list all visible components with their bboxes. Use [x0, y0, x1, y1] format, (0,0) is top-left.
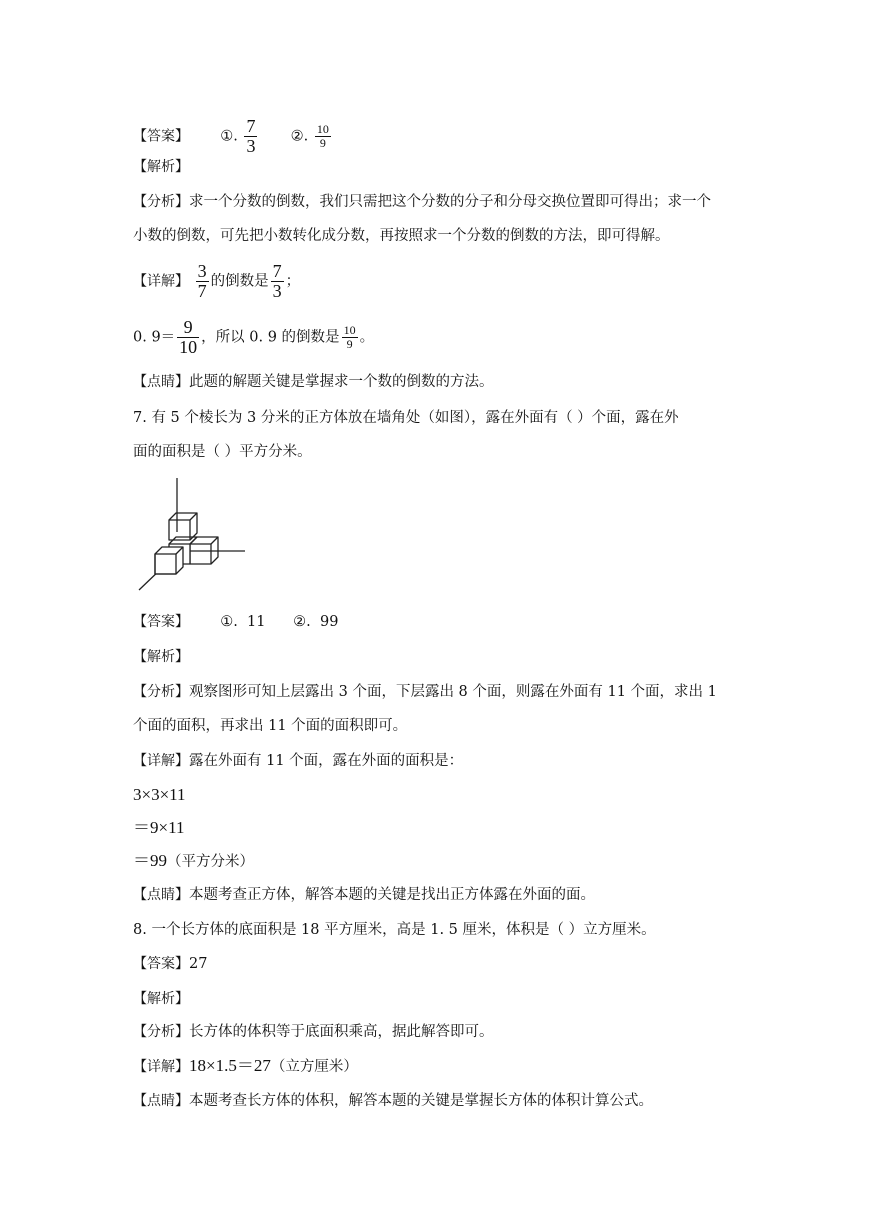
answer-fraction-2	[315, 123, 331, 149]
q7-fenxi-line-1	[133, 682, 717, 702]
q7-answer-line	[133, 612, 338, 632]
q8-analysis-heading: 【解析】	[133, 991, 189, 1007]
fraction-denominator: 9	[319, 135, 326, 150]
fraction-numerator: 7	[272, 261, 282, 281]
decimal-expression: 0. 9＝	[133, 329, 176, 346]
calc-step-1: 3×3×11	[133, 785, 186, 804]
xiangjie-tag: 【详解】	[133, 753, 189, 769]
fenxi-tag: 【分析】	[133, 684, 189, 700]
fraction-denominator: 10	[179, 336, 198, 357]
q7-xiangjie-line	[133, 751, 463, 771]
xiangjie-unit: （立方厘米）	[270, 1059, 358, 1075]
fraction-numerator: 10	[316, 122, 329, 137]
calc-result: ＝99	[133, 851, 167, 870]
q8-answer-line	[133, 954, 207, 974]
dianjing-text: 此题的解题关键是掌握求一个数的倒数的方法。	[189, 374, 494, 390]
xiangjie-tag: 【详解】	[133, 1059, 189, 1075]
q6-analysis-heading: 【解析】	[133, 159, 189, 175]
dianjing-tag: 【点睛】	[133, 1093, 189, 1109]
fenxi-tag: 【分析】	[133, 194, 189, 210]
q6-fenxi-line-2: 小数的倒数，可先把小数转化成分数，再按照求一个分数的倒数的方法，即可得解。	[133, 228, 670, 244]
dianjing-text: 本题考查正方体，解答本题的关键是找出正方体露在外面的面。	[189, 887, 595, 903]
q8-question-line: 8. 一个长方体的底面积是 18 平方厘米，高是 1. 5 厘米，体积是（ ）立方厘米。	[133, 922, 656, 938]
dianjing-tag: 【点睛】	[133, 374, 189, 390]
period: 。	[359, 329, 375, 346]
fenxi-tag: 【分析】	[133, 1024, 189, 1040]
semicolon: ；	[285, 273, 301, 290]
q6-xiangjie-line-1	[133, 262, 300, 301]
dianjing-text: 本题考查长方体的体积，解答本题的关键是掌握长方体的体积计算公式。	[189, 1093, 653, 1109]
calc-step-3	[133, 851, 254, 872]
fraction-numerator: 9	[177, 318, 199, 338]
fraction-numerator: 10	[343, 323, 356, 338]
calc-step-2: ＝9×11	[133, 818, 185, 837]
fenxi-text: 长方体的体积等于底面积乘高，据此解答即可。	[189, 1024, 494, 1040]
q7-question-line-2: 面的面积是（ ）平方分米。	[133, 444, 312, 460]
answer-marker-2: ②.	[290, 128, 309, 145]
fraction-3-7	[196, 262, 209, 301]
fraction-denominator: 7	[197, 280, 207, 301]
answer-value: 27	[189, 956, 208, 972]
q8-fenxi-line	[133, 1022, 494, 1042]
calc-unit: （平方分米）	[167, 854, 254, 870]
q6-fenxi-line-1	[133, 192, 711, 212]
answer-values: ①. 11 ②. 99	[220, 614, 339, 630]
q8-xiangjie-line	[133, 1056, 358, 1077]
q7-fenxi-line-2: 个面的面积，再求出 11 个面的面积即可。	[133, 718, 408, 734]
xiangjie-text: 露在外面有 11 个面，露在外面的面积是：	[189, 753, 464, 769]
xiangjie-tag: 【详解】	[133, 273, 189, 290]
fraction-9-10	[177, 318, 199, 357]
xiangjie-text-2: ，所以 0. 9 的倒数是	[201, 329, 340, 346]
fraction-10-9	[342, 324, 358, 350]
q6-dianjing-line	[133, 372, 494, 392]
xiangjie-text: 的倒数是	[210, 273, 269, 290]
cube-corner-figure	[133, 475, 253, 597]
fraction-7-3	[271, 262, 284, 301]
front-cube	[155, 547, 183, 574]
fraction-denominator: 3	[272, 280, 282, 301]
answer-fraction-1	[244, 117, 257, 156]
answer-marker-1: ①.	[220, 128, 238, 145]
xiangjie-calc: 18×1.5＝27	[189, 1056, 271, 1075]
answer-tag: 【答案】	[133, 956, 189, 972]
q6-answer-line	[133, 117, 333, 156]
answer-tag: 【答案】	[133, 128, 189, 145]
q6-xiangjie-line-2	[133, 318, 374, 357]
fraction-denominator: 3	[246, 135, 256, 156]
fenxi-text: 求一个分数的倒数，我们只需把这个分数的分子和分母交换位置即可得出；求一个	[189, 194, 711, 210]
q8-dianjing-line	[133, 1091, 653, 1111]
fraction-numerator: 7	[246, 116, 256, 136]
top-cube	[169, 513, 197, 540]
dianjing-tag: 【点睛】	[133, 887, 189, 903]
fenxi-text: 观察图形可知上层露出 3 个面，下层露出 8 个面，则露在外面有 11 个面，求出 1	[189, 684, 717, 700]
q7-question-line-1: 7. 有 5 个棱长为 3 分米的正方体放在墙角处（如图），露在外面有（ ）个面，露在外	[133, 410, 679, 426]
answer-tag: 【答案】	[133, 614, 189, 630]
fraction-numerator: 3	[197, 261, 207, 281]
fraction-denominator: 9	[346, 336, 353, 351]
q7-analysis-heading: 【解析】	[133, 649, 189, 665]
q7-dianjing-line	[133, 885, 595, 905]
